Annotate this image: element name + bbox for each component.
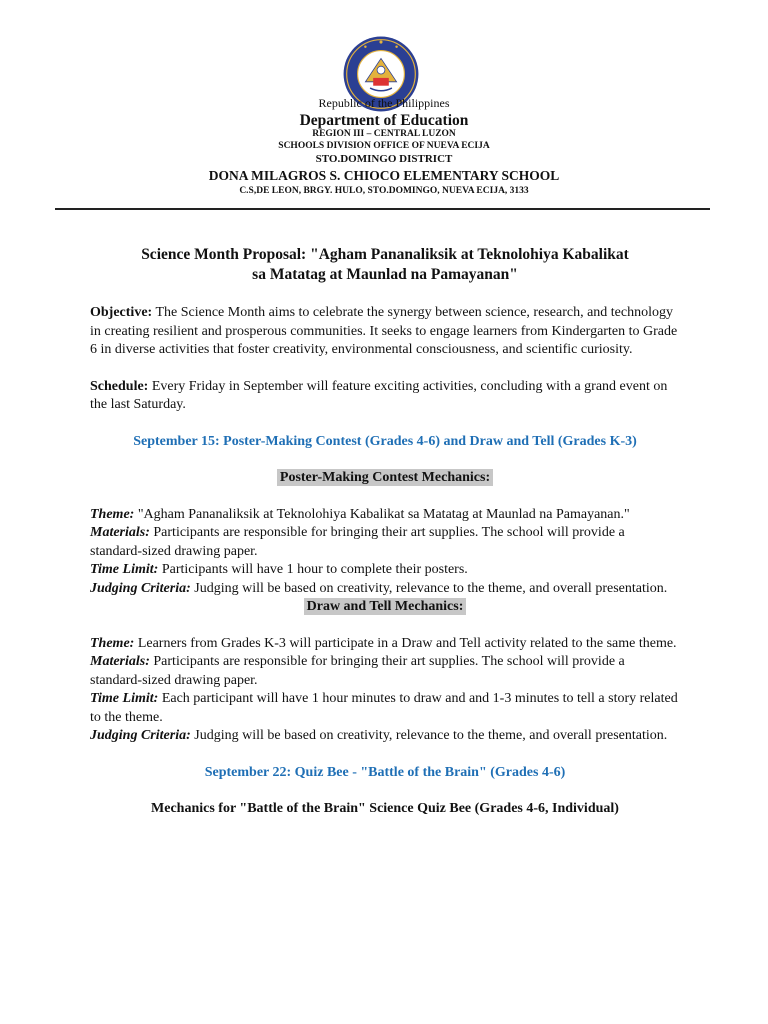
school-name: DONA MILAGROS S. CHIOCO ELEMENTARY SCHOOL [208,168,560,183]
poster-materials [90,524,680,561]
district-label [0,154,768,165]
sept15-heading: September 15: Poster-Making Contest (Grades 4-6) and Draw and Tell (Grades K-3) [133,433,637,449]
poster-time-label: Time Limit: [90,562,159,577]
title-line-1: Science Month Proposal: "Agham Pananaliksik at Teknolohiya Kabalikat [141,246,629,263]
header-divider [55,208,710,210]
drawtell-materials [90,653,680,690]
poster-judging-label: Judging Criteria: [90,580,191,596]
schedule-label: Schedule: [90,378,149,394]
poster-theme [90,506,680,525]
school-address: C.S,DE LEON, BRGY. HULO, STO.DOMINGO, NUEVA ECIJA, 3133 [239,186,529,196]
poster-time-limit [90,561,680,580]
poster-judging [90,580,680,599]
drawtell-judging-text: Judging will be based on creativity, relevance to the theme, and overall presentation. [190,728,668,743]
poster-time-text: Participants will have 1 hour to complete their posters. [158,562,468,577]
drawtell-materials-label: Materials: [90,654,150,669]
objective-label: Objective: [90,305,153,320]
schedule-text: Every Friday in September will feature exciting activities, concluding with a grand event on the last Saturday. [90,378,668,412]
drawtell-judging-label: Judging Criteria: [90,728,191,743]
drawtell-materials-text: Participants are responsible for bringing their art supplies. The school will provide a standard-sized drawing paper. [90,654,625,688]
poster-mechanics-heading [90,469,680,488]
drawtell-time-limit [90,690,680,727]
drawtell-mechanics-label: Draw and Tell Mechanics: [304,598,467,615]
objective-text: The Science Month aims to celebrate the synergy between science, research, and technology in creating resilient and prosperous communities. It seeks to engage learners from Kindergarten to Grade 6 in diverse activities that foster creativity, environmental consciousness, and scientific curiosity. [90,305,678,357]
poster-theme-label: Theme: [90,506,135,522]
department-title: Department of Education [299,112,469,129]
drawtell-theme-label: Theme: [90,635,135,651]
schedule-paragraph [90,378,680,415]
drawtell-time-label: Time Limit: [90,691,159,706]
division-label: SCHOOLS DIVISION OFFICE OF NUEVA ECIJA [278,141,490,151]
objective-paragraph [90,304,680,360]
drawtell-theme [90,635,680,654]
drawtell-theme-text: Learners from Grades K-3 will participate in a Draw and Tell activity related to the same theme. [134,635,677,651]
poster-theme-text: "Agham Pananaliksik at Teknolohiya Kabalikat sa Matatag at Maunlad na Pamayanan." [134,506,630,522]
document-body [90,245,680,819]
poster-judging-text: Judging will be based on creativity, relevance to the theme, and overall presentation. [190,580,668,596]
poster-materials-text: Participants are responsible for bringing their art supplies. The school will provide a standard-sized drawing paper. [90,525,625,559]
drawtell-judging [90,727,680,746]
quiz-mechanics-heading: Mechanics for "Battle of the Brain" Science Quiz Bee (Grades 4-6, Individual) [151,801,619,816]
district-name: STO.DOMINGO [315,153,397,165]
drawtell-time-text: Each participant will have 1 hour minutes to draw and and 1-3 minutes to tell a story related to the theme. [90,691,678,725]
republic-label: Republic of the Philippines [318,96,450,110]
proposal-title [90,245,680,284]
poster-mechanics-label: Poster-Making Contest Mechanics: [277,469,493,486]
title-line-2: sa Matatag at Maunlad na Pamayanan" [252,265,518,283]
region-label: REGION III – CENTRAL LUZON [312,129,456,139]
sept22-heading: September 22: Quiz Bee - "Battle of the Brain" (Grades 4-6) [204,764,566,780]
poster-materials-label: Materials: [90,525,150,540]
district-word: DISTRICT [399,153,453,165]
drawtell-mechanics-heading [90,598,680,617]
